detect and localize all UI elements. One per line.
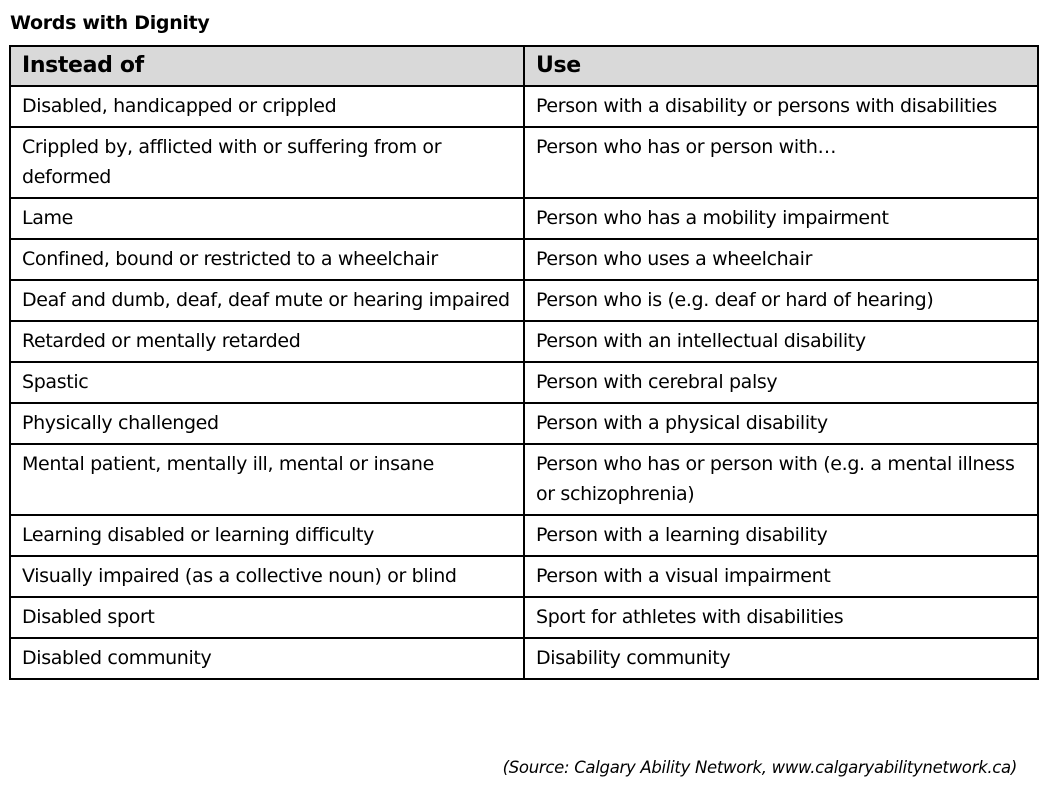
use-cell: Person with a physical disability — [524, 403, 1038, 444]
use-cell: Person with an intellectual disability — [524, 321, 1038, 362]
use-cell: Person with a learning disability — [524, 515, 1038, 556]
instead-of-cell: Retarded or mentally retarded — [10, 321, 524, 362]
table-row — [10, 198, 1038, 239]
instead-of-cell: Disabled sport — [10, 597, 524, 638]
table-row — [10, 638, 1038, 679]
page-title: Words with Dignity — [10, 12, 210, 34]
table-row — [10, 86, 1038, 127]
use-cell: Disability community — [524, 638, 1038, 679]
instead-of-cell: Learning disabled or learning difficulty — [10, 515, 524, 556]
instead-of-cell: Physically challenged — [10, 403, 524, 444]
table-row — [10, 239, 1038, 280]
column-header-use: Use — [524, 46, 1038, 86]
words-table — [9, 45, 1039, 680]
table-row — [10, 280, 1038, 321]
table-row — [10, 362, 1038, 403]
use-cell: Person who has a mobility impairment — [524, 198, 1038, 239]
table-header-row — [10, 46, 1038, 86]
table-row — [10, 321, 1038, 362]
use-cell: Person with a visual impairment — [524, 556, 1038, 597]
table-row — [10, 403, 1038, 444]
instead-of-cell: Confined, bound or restricted to a wheelchair — [10, 239, 524, 280]
instead-of-cell: Crippled by, afflicted with or suffering from or deformed — [10, 127, 524, 198]
use-cell: Person with a disability or persons with disabilities — [524, 86, 1038, 127]
instead-of-cell: Deaf and dumb, deaf, deaf mute or hearing impaired — [10, 280, 524, 321]
column-header-instead-of: Instead of — [10, 46, 524, 86]
instead-of-cell: Disabled, handicapped or crippled — [10, 86, 524, 127]
instead-of-cell: Spastic — [10, 362, 524, 403]
instead-of-cell: Mental patient, mentally ill, mental or insane — [10, 444, 524, 515]
use-cell: Person who uses a wheelchair — [524, 239, 1038, 280]
source-citation: (Source: Calgary Ability Network, www.calgaryabilitynetwork.ca) — [502, 758, 1017, 777]
instead-of-cell: Lame — [10, 198, 524, 239]
table-row — [10, 515, 1038, 556]
table-row — [10, 556, 1038, 597]
table-row — [10, 597, 1038, 638]
table-row — [10, 444, 1038, 515]
use-cell: Sport for athletes with disabilities — [524, 597, 1038, 638]
use-cell: Person who is (e.g. deaf or hard of hearing) — [524, 280, 1038, 321]
use-cell: Person with cerebral palsy — [524, 362, 1038, 403]
use-cell: Person who has or person with (e.g. a mental illness or schizophrenia) — [524, 444, 1038, 515]
use-cell: Person who has or person with… — [524, 127, 1038, 198]
table-row — [10, 127, 1038, 198]
instead-of-cell: Disabled community — [10, 638, 524, 679]
instead-of-cell: Visually impaired (as a collective noun) or blind — [10, 556, 524, 597]
